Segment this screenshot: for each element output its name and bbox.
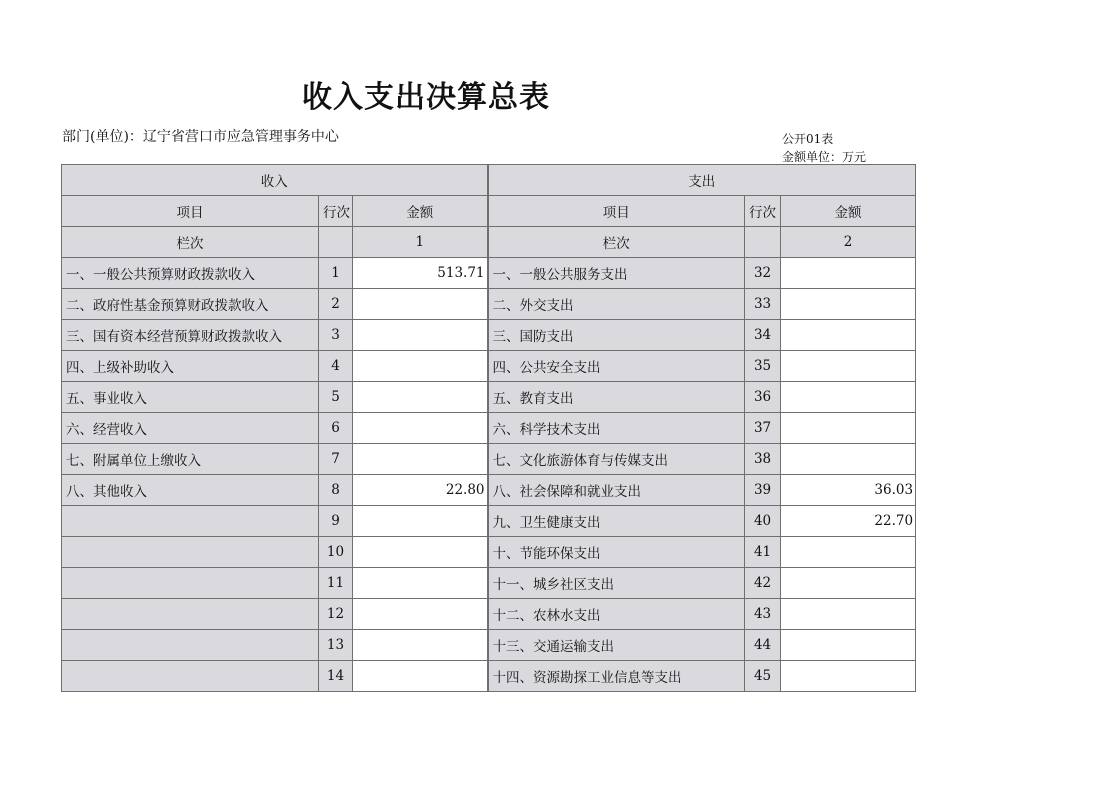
expense-amount-cell (781, 444, 916, 475)
expense-item-cell: 三、国防支出 (488, 320, 745, 351)
expense-line-index-blank (745, 227, 781, 258)
expense-amount-cell (781, 630, 916, 661)
expense-item-cell: 十、节能环保支出 (488, 537, 745, 568)
expense-item-cell: 十一、城乡社区支出 (488, 568, 745, 599)
income-item-header: 项目 (62, 196, 319, 227)
income-line-cell: 9 (319, 506, 353, 537)
income-item-cell: 二、政府性基金预算财政拨款收入 (62, 289, 319, 320)
table-row (62, 289, 916, 320)
income-amount-header: 金额 (353, 196, 488, 227)
table-row (62, 506, 916, 537)
expense-amount-cell (781, 568, 916, 599)
expense-line-cell: 43 (745, 599, 781, 630)
expense-amount-cell: 22.70 (781, 506, 916, 537)
income-line-index-blank (319, 227, 353, 258)
income-item-cell (62, 661, 319, 692)
expense-line-cell: 44 (745, 630, 781, 661)
expense-line-cell: 35 (745, 351, 781, 382)
income-line-cell: 1 (319, 258, 353, 289)
income-item-cell (62, 568, 319, 599)
income-amount-cell (353, 661, 488, 692)
expense-item-cell: 八、社会保障和就业支出 (488, 475, 745, 506)
expense-line-cell: 34 (745, 320, 781, 351)
expense-item-cell: 九、卫生健康支出 (488, 506, 745, 537)
income-item-cell: 四、上级补助收入 (62, 351, 319, 382)
income-amount-cell (353, 351, 488, 382)
income-item-cell (62, 537, 319, 568)
expense-amount-cell (781, 661, 916, 692)
page-title: 收入支出决算总表 (302, 80, 550, 115)
income-item-cell: 三、国有资本经营预算财政拨款收入 (62, 320, 319, 351)
table-body (62, 165, 916, 692)
form-code: 公开01表 (782, 132, 834, 146)
expense-line-cell: 40 (745, 506, 781, 537)
income-line-cell: 7 (319, 444, 353, 475)
table-row (62, 351, 916, 382)
income-amount-cell (353, 630, 488, 661)
income-amount-cell: 22.80 (353, 475, 488, 506)
income-line-cell: 10 (319, 537, 353, 568)
expense-amount-cell (781, 537, 916, 568)
table-row (62, 537, 916, 568)
expense-line-cell: 32 (745, 258, 781, 289)
income-amount-cell (353, 568, 488, 599)
expense-line-cell: 38 (745, 444, 781, 475)
expense-line-cell: 39 (745, 475, 781, 506)
income-line-cell: 2 (319, 289, 353, 320)
expense-item-cell: 十二、农林水支出 (488, 599, 745, 630)
expense-item-cell: 五、教育支出 (488, 382, 745, 413)
table-row (62, 413, 916, 444)
expense-item-cell: 六、科学技术支出 (488, 413, 745, 444)
expense-item-cell: 十三、交通运输支出 (488, 630, 745, 661)
income-item-cell: 七、附属单位上缴收入 (62, 444, 319, 475)
expense-column-number: 2 (781, 227, 916, 258)
expense-item-cell: 四、公共安全支出 (488, 351, 745, 382)
expense-item-cell: 七、文化旅游体育与传媒支出 (488, 444, 745, 475)
expense-line-header: 行次 (745, 196, 781, 227)
income-amount-cell (353, 599, 488, 630)
expense-amount-cell (781, 289, 916, 320)
table-row (62, 568, 916, 599)
column-header-row (62, 196, 916, 227)
expense-item-header: 项目 (488, 196, 745, 227)
table-row (62, 630, 916, 661)
expense-section-header: 支出 (488, 165, 916, 196)
income-line-cell: 11 (319, 568, 353, 599)
expense-amount-cell: 36.03 (781, 475, 916, 506)
expense-item-cell: 一、一般公共服务支出 (488, 258, 745, 289)
income-amount-cell (353, 413, 488, 444)
income-item-cell: 六、经营收入 (62, 413, 319, 444)
column-index-row (62, 227, 916, 258)
table-row (62, 258, 916, 289)
income-item-cell (62, 506, 319, 537)
expense-column-label: 栏次 (488, 227, 745, 258)
income-amount-cell (353, 444, 488, 475)
table-row (62, 382, 916, 413)
income-line-cell: 3 (319, 320, 353, 351)
expense-line-cell: 42 (745, 568, 781, 599)
income-amount-cell (353, 537, 488, 568)
expense-line-cell: 37 (745, 413, 781, 444)
section-header-row (62, 165, 916, 196)
income-line-cell: 14 (319, 661, 353, 692)
table-row (62, 444, 916, 475)
income-line-cell: 4 (319, 351, 353, 382)
expense-amount-cell (781, 258, 916, 289)
income-amount-cell: 513.71 (353, 258, 488, 289)
expense-line-cell: 45 (745, 661, 781, 692)
expense-line-cell: 41 (745, 537, 781, 568)
expense-line-cell: 33 (745, 289, 781, 320)
income-line-cell: 5 (319, 382, 353, 413)
income-item-cell: 一、一般公共预算财政拨款收入 (62, 258, 319, 289)
expense-line-cell: 36 (745, 382, 781, 413)
income-amount-cell (353, 320, 488, 351)
expense-amount-cell (781, 599, 916, 630)
table-row (62, 599, 916, 630)
expense-item-cell: 二、外交支出 (488, 289, 745, 320)
expense-amount-cell (781, 382, 916, 413)
income-item-cell (62, 599, 319, 630)
income-line-cell: 13 (319, 630, 353, 661)
table-row (62, 475, 916, 506)
table-row (62, 320, 916, 351)
income-column-label: 栏次 (62, 227, 319, 258)
income-item-cell: 五、事业收入 (62, 382, 319, 413)
expense-item-cell: 十四、资源勘探工业信息等支出 (488, 661, 745, 692)
income-column-number: 1 (353, 227, 488, 258)
department-label: 部门(单位)：辽宁省营口市应急管理事务中心 (62, 129, 339, 145)
income-line-header: 行次 (319, 196, 353, 227)
expense-amount-header: 金额 (781, 196, 916, 227)
income-amount-cell (353, 289, 488, 320)
expense-amount-cell (781, 320, 916, 351)
income-item-cell (62, 630, 319, 661)
expense-amount-cell (781, 351, 916, 382)
income-amount-cell (353, 506, 488, 537)
income-section-header: 收入 (62, 165, 488, 196)
income-item-cell: 八、其他收入 (62, 475, 319, 506)
amount-unit: 金额单位：万元 (782, 150, 867, 164)
income-line-cell: 6 (319, 413, 353, 444)
income-line-cell: 8 (319, 475, 353, 506)
table-row (62, 661, 916, 692)
expense-amount-cell (781, 413, 916, 444)
income-amount-cell (353, 382, 488, 413)
income-expense-summary-table (61, 164, 916, 692)
income-line-cell: 12 (319, 599, 353, 630)
